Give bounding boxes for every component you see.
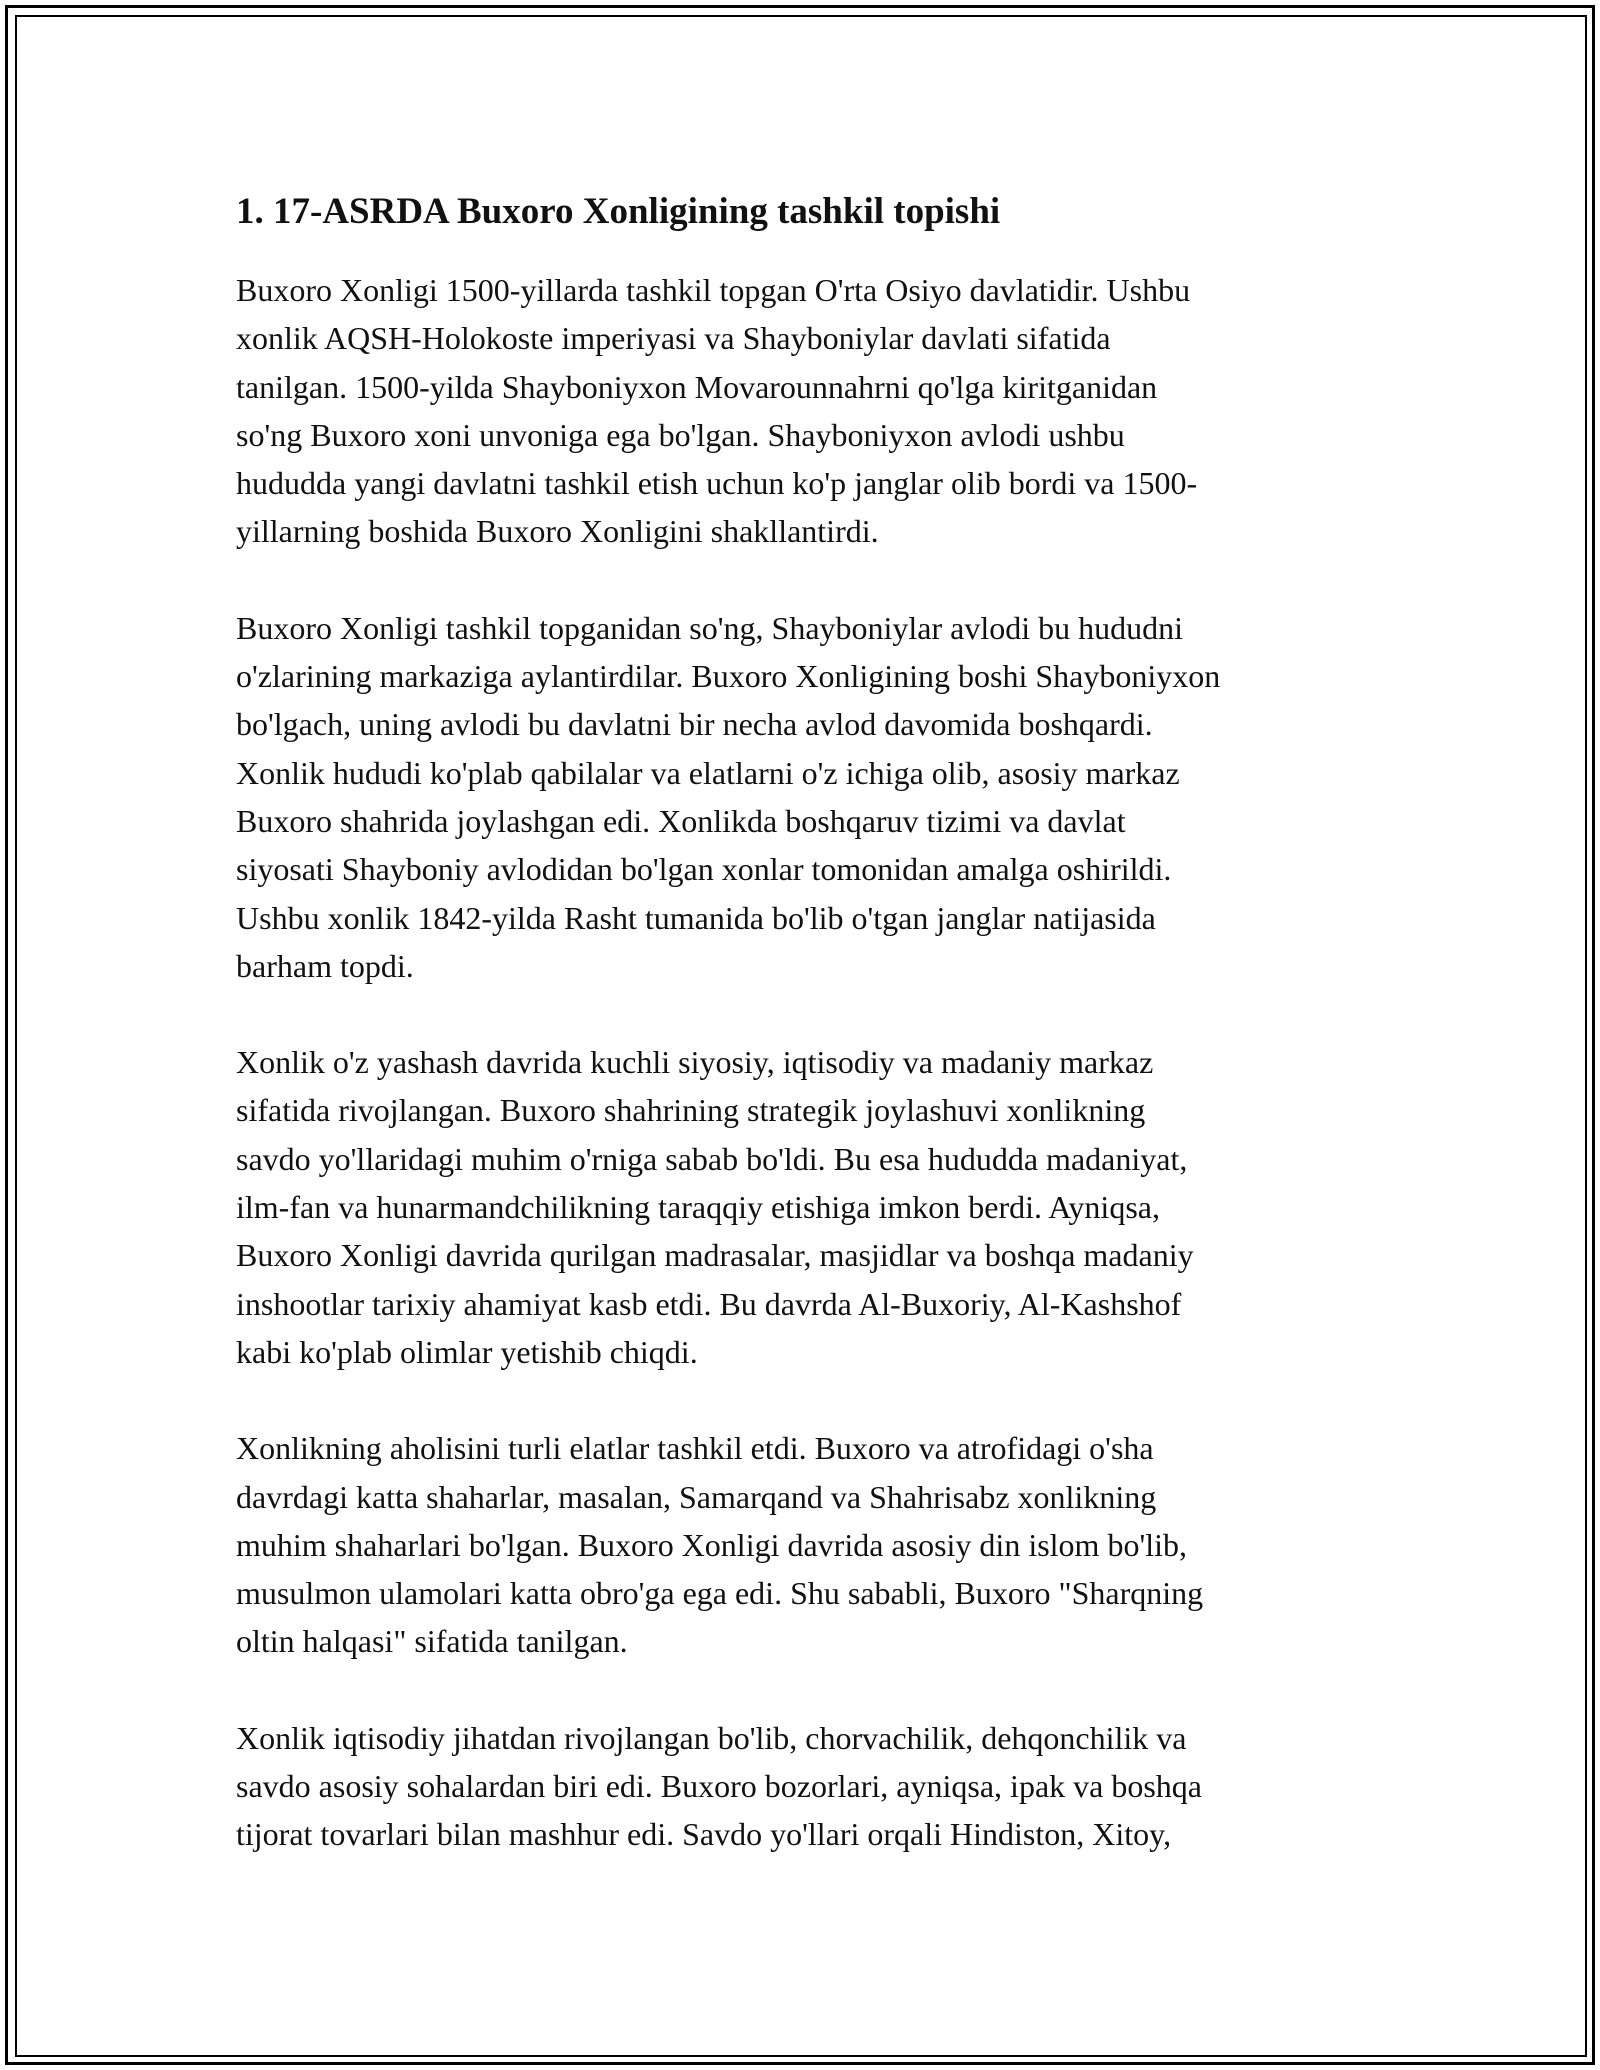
- text-line: kabi ko'plab olimlar yetishib chiqdi.: [236, 1333, 698, 1370]
- paragraph: [236, 1038, 1376, 1376]
- text-line: bo'lgach, uning avlodi bu davlatni bir necha avlod davomida boshqardi.: [236, 706, 1153, 743]
- text-line: Xonlikning aholisini turli elatlar tashkil etdi. Buxoro va atrofidagi o'sha: [236, 1430, 1154, 1467]
- paragraph: [236, 266, 1376, 556]
- text-line: tanilgan. 1500-yilda Shayboniyxon Movarounnahrni qo'lga kiritganidan: [236, 368, 1158, 405]
- text-line: davrdagi katta shaharlar, masalan, Samarqand va Shahrisabz xonlikning: [236, 1478, 1157, 1515]
- document-title: 1. 17-ASRDA Buxoro Xonligining tashkil topishi: [236, 191, 1001, 232]
- text-line: muhim shaharlari bo'lgan. Buxoro Xonligi davrida asosiy din islom bo'lib,: [236, 1526, 1187, 1563]
- paragraph: [236, 1424, 1376, 1665]
- text-line: ilm-fan va hunarmandchilikning taraqqiy etishiga imkon berdi. Ayniqsa,: [236, 1189, 1160, 1226]
- text-line: barham topdi.: [236, 947, 414, 984]
- text-line: Buxoro Xonligi tashkil topganidan so'ng, Shayboniylar avlodi bu hududni: [236, 609, 1184, 646]
- text-line: yillarning boshida Buxoro Xonligini shakllantirdi.: [236, 513, 879, 550]
- text-line: inshootlar tarixiy ahamiyat kasb etdi. Bu davrda Al-Buxoriy, Al-Kashshof: [236, 1285, 1182, 1322]
- text-line: Xonlik iqtisodiy jihatdan rivojlangan bo'lib, chorvachilik, dehqonchilik va: [236, 1719, 1187, 1756]
- paragraph: [236, 1714, 1376, 1859]
- text-line: savdo asosiy sohalardan biri edi. Buxoro bozorlari, ayniqsa, ipak va boshqa: [236, 1768, 1202, 1805]
- document-body: [236, 186, 1376, 1907]
- text-line: savdo yo'llaridagi muhim o'rniga sabab bo'ldi. Bu esa hududda madaniyat,: [236, 1140, 1188, 1177]
- text-line: oltin halqasi" sifatida tanilgan.: [236, 1623, 628, 1660]
- text-line: musulmon ulamolari katta obro'ga ega edi. Shu sababli, Buxoro "Sharqning: [236, 1575, 1204, 1612]
- text-line: Xonlik hududi ko'plab qabilalar va elatlarni o'z ichiga olib, asosiy markaz: [236, 754, 1180, 791]
- text-line: siyosati Shayboniy avlodidan bo'lgan xonlar tomonidan amalga oshirildi.: [236, 851, 1172, 888]
- text-line: Buxoro Xonligi davrida qurilgan madrasalar, masjidlar va boshqa madaniy: [236, 1237, 1194, 1274]
- paragraph-list: [236, 266, 1376, 1859]
- text-line: so'ng Buxoro xoni unvoniga ega bo'lgan. Shayboniyxon avlodi ushbu: [236, 416, 1125, 453]
- text-line: Buxoro Xonligi 1500-yillarda tashkil topgan O'rta Osiyo davlatidir. Ushbu: [236, 272, 1191, 308]
- text-line: Xonlik o'z yashash davrida kuchli siyosiy, iqtisodiy va madaniy markaz: [236, 1044, 1154, 1081]
- text-line: o'zlarining markaziga aylantirdilar. Buxoro Xonligining boshi Shayboniyxon: [236, 658, 1221, 695]
- text-line: sifatida rivojlangan. Buxoro shahrining strategik joylashuvi xonlikning: [236, 1092, 1146, 1129]
- paragraph: [236, 604, 1376, 990]
- text-line: tijorat tovarlari bilan mashhur edi. Savdo yo'llari orqali Hindiston, Xitoy,: [236, 1816, 1172, 1853]
- text-line: hududda yangi davlatni tashkil etish uchun ko'p janglar olib bordi va 1500-: [236, 465, 1198, 502]
- text-line: Buxoro shahrida joylashgan edi. Xonlikda boshqaruv tizimi va davlat: [236, 802, 1126, 839]
- text-line: Ushbu xonlik 1842-yilda Rasht tumanida bo'lib o'tgan janglar natijasida: [236, 899, 1156, 936]
- text-line: xonlik AQSH-Holokoste imperiyasi va Shayboniylar davlati sifatida: [236, 320, 1111, 357]
